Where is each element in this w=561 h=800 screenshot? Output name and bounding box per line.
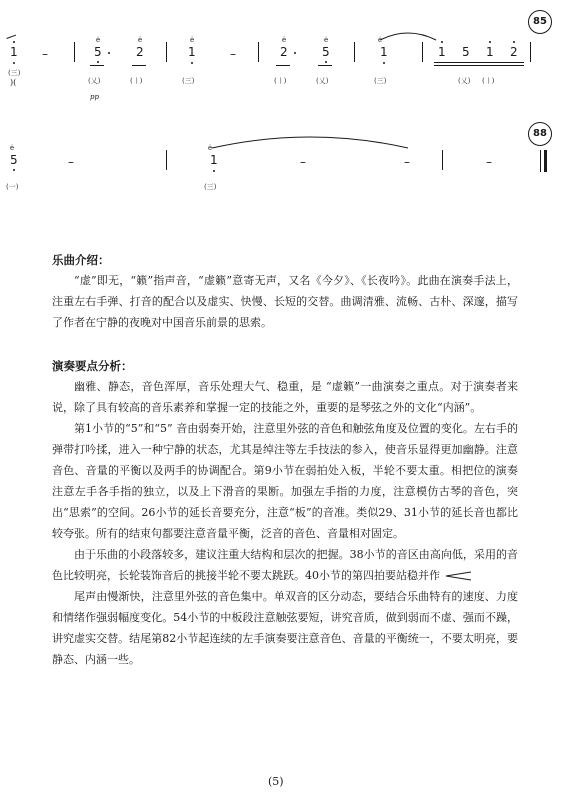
barline bbox=[530, 42, 531, 62]
barline bbox=[442, 150, 443, 170]
analysis-paragraph: 幽雅、静态，音色浑厚，音乐处理大气、稳重，是 “虚籁”一曲演奏之重点。对于演奏者来说，除了具有较高的音乐素养和掌握一定的技能之外，重要的是琴弦之外的文化“内涵”。 bbox=[52, 380, 518, 414]
slur-mark-icon bbox=[210, 132, 410, 150]
note-dot bbox=[13, 41, 15, 43]
dash: – bbox=[486, 155, 492, 169]
note-dot bbox=[441, 41, 443, 43]
grace-mark-icon: ė bbox=[96, 36, 101, 44]
note-dot bbox=[13, 62, 15, 64]
analysis-paragraph: 尾声由慢渐快，注意里外弦的音色集中。单双音的区分动态，要结合乐曲特有的速度、力度和情绪作强弱幅度变化。54小节的中板段注意触弦要短，讲究音质，做到弱而不虚、强而不躁，讲究虚实交替。结尾第82小节起连续的左手演奏要注意音色、音量的平衡统一，不要太明亮，要静态、内涵一些。 bbox=[52, 590, 518, 666]
barline bbox=[166, 150, 167, 170]
dash: – bbox=[42, 47, 48, 61]
barline bbox=[354, 42, 355, 62]
fingering: (三) bbox=[8, 69, 21, 77]
note: 1 bbox=[210, 153, 218, 167]
note: 1 bbox=[438, 45, 446, 59]
measure-number-marker: 88 bbox=[528, 122, 552, 146]
beam-line bbox=[132, 65, 146, 66]
note-dot bbox=[97, 61, 99, 63]
analysis-heading: 演奏要点分析： bbox=[52, 359, 133, 373]
note: 5 bbox=[462, 45, 470, 59]
grace-mark-icon: ė bbox=[378, 36, 383, 44]
crescendo-icon bbox=[444, 571, 472, 581]
final-barline bbox=[540, 150, 541, 172]
grace-mark-icon: ė bbox=[208, 144, 213, 152]
note: 1 bbox=[188, 45, 196, 59]
rhythm-dot bbox=[108, 52, 110, 54]
barline bbox=[258, 42, 259, 62]
beam-line bbox=[434, 65, 524, 66]
slur-mark-icon bbox=[378, 28, 438, 42]
beam-line bbox=[276, 65, 290, 66]
note: 2 bbox=[510, 45, 518, 59]
note-dot bbox=[513, 41, 515, 43]
note-dot bbox=[191, 62, 193, 64]
dash: – bbox=[404, 155, 410, 169]
fingering: (一) bbox=[6, 183, 19, 191]
grace-mark-icon: ė bbox=[282, 36, 287, 44]
dash: – bbox=[230, 47, 236, 61]
grace-mark-icon: ė bbox=[190, 36, 195, 44]
note: 2 bbox=[280, 45, 288, 59]
note: 5 bbox=[322, 45, 330, 59]
rhythm-dot bbox=[294, 52, 296, 54]
note-dot bbox=[489, 41, 491, 43]
note: 1 bbox=[10, 45, 18, 59]
analysis-paragraph-text: 由于乐曲的小段落较多，建议注重大结构和层次的把握。38小节的音区由高向低，采用的音色比较明亮，长轮装饰音后的挑接半轮不要太跳跃。40小节的第四拍要站稳并作 bbox=[52, 548, 518, 582]
note: 2 bbox=[136, 45, 144, 59]
dynamic-marking: pp bbox=[90, 93, 99, 101]
intro-paragraph: “虚”即无，“籁”指声音，“虚籁”意寄无声，又名《今夕》、《长夜吟》。此曲在演奏手法上，注重左右手弹、打音的配合以及虚实、快慢、长短的交替。曲调清雅、流畅、古朴、深邃，描写了作者在宁静的夜晚对中国音乐前景的思索。 bbox=[52, 274, 518, 329]
note: 1 bbox=[380, 45, 388, 59]
grace-mark-icon: ė bbox=[138, 36, 143, 44]
measure-number-marker: 85 bbox=[528, 10, 552, 34]
fingering: (乂) bbox=[458, 77, 471, 85]
fingering: (乂) bbox=[316, 77, 329, 85]
tie-mark-icon: )( bbox=[10, 78, 17, 87]
fingering: (乂) bbox=[88, 77, 101, 85]
note: 5 bbox=[94, 45, 102, 59]
barline bbox=[166, 42, 167, 62]
analysis-body bbox=[52, 376, 518, 670]
note-dot bbox=[325, 61, 327, 63]
grace-mark-icon: ė bbox=[324, 36, 329, 44]
dash: – bbox=[300, 155, 306, 169]
beam-line bbox=[318, 65, 332, 66]
fingering: (三) bbox=[182, 77, 195, 85]
note-dot bbox=[13, 169, 15, 171]
fingering: (〡) bbox=[130, 77, 143, 85]
intro-heading: 乐曲介绍： bbox=[52, 253, 110, 267]
final-barline-thick bbox=[544, 150, 547, 172]
analysis-paragraph bbox=[52, 544, 518, 586]
note: 5 bbox=[10, 153, 18, 167]
analysis-paragraph: 第1小节的“5”和“5” 音由弱奏开始，注意里外弦的音色和触弦角度及位置的变化。左右手的弹带打吟揉，进入一种宁静的状态，尤其是绰注等左手技法的参入，使音乐显得更加幽静。注意音色、音量的平衡以及两手的协调配合。第9小节在弱拍处入板，半轮不要太重。相把位的演奏注意左手各手指的独立，以及上下滑音的果断。加强左手指的力度，注意模仿古琴的音色，突出“思索”的空间。26小节的延长音要充分，注意“板”的音准。类似29、31小节的延长音也都比较夸张。所有的结束句都要注意音量平衡，泛音的音色、音量相对固定。 bbox=[52, 422, 518, 540]
note: 1 bbox=[486, 45, 494, 59]
page-number: (5) bbox=[268, 775, 284, 788]
note-dot bbox=[213, 170, 215, 172]
fingering: (三) bbox=[204, 183, 217, 191]
beam-line bbox=[90, 65, 104, 66]
barline bbox=[74, 42, 75, 62]
fingering: (〡) bbox=[482, 77, 495, 85]
grace-mark-icon: ė bbox=[10, 144, 15, 152]
dash: – bbox=[68, 155, 74, 169]
note-dot bbox=[383, 62, 385, 64]
barline bbox=[422, 42, 423, 62]
beam-line bbox=[434, 62, 524, 63]
fingering: (三) bbox=[374, 77, 387, 85]
fingering: (〡) bbox=[274, 77, 287, 85]
